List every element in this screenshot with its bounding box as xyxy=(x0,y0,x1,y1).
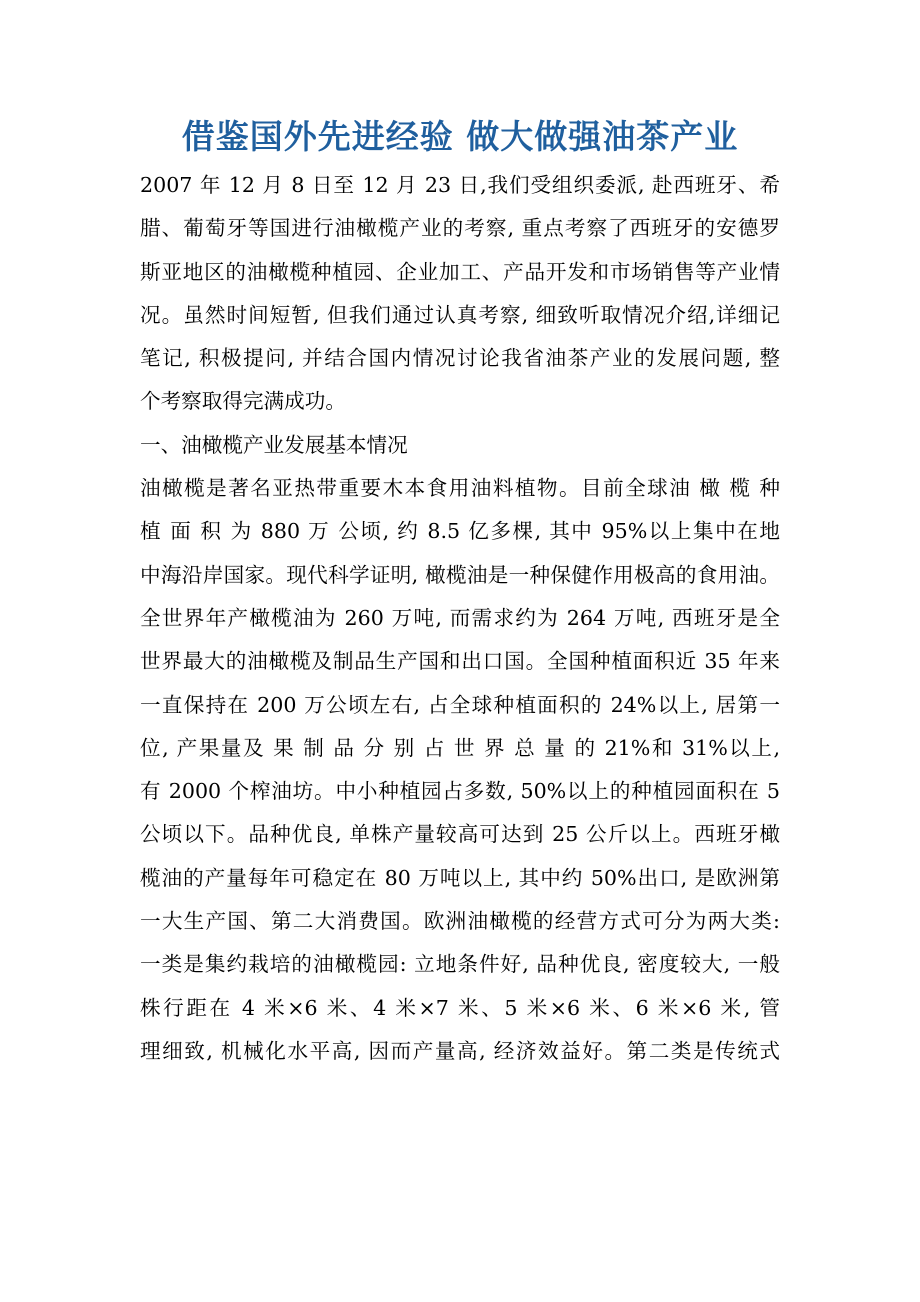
intro-line-6: 个考察取得完满成功。 xyxy=(140,389,346,414)
section-heading: 一、油橄榄产业发展基本情况 xyxy=(140,432,408,457)
section-line-1: 油橄榄是著名亚热带重要木本食用油料植物。目前全球油 橄 榄 种 xyxy=(140,476,780,501)
section-line-14: 理细致, 机械化水平高, 因而产量高, 经济效益好。第二类是传统式 xyxy=(140,1038,780,1063)
document-body xyxy=(140,164,780,1073)
intro-line-3: 斯亚地区的油橄榄种植园、企业加工、产品开发和市场销售等产业情 xyxy=(140,259,780,284)
intro-paragraph xyxy=(140,164,780,424)
section-line-8: 有 2000 个榨油坊。中小种植园占多数, 50%以上的种植园面积在 5 xyxy=(140,779,780,804)
section-line-4: 全世界年产橄榄油为 260 万吨, 而需求约为 264 万吨, 西班牙是全 xyxy=(140,605,780,630)
section-line-11: 一大生产国、第二大消费国。欧洲油橄榄的经营方式可分为两大类: xyxy=(140,909,780,934)
section-paragraph xyxy=(140,467,780,1073)
section-line-7: 位, 产果量及 果 制 品 分 别 占 世 界 总 量 的 21%和 31%以上, xyxy=(140,735,780,760)
intro-line-1: 2007 年 12 月 8 日至 12 月 23 日,我们受组织委派, 赴西班牙、希 xyxy=(140,173,780,197)
section-line-6: 一直保持在 200 万公顷左右, 占全球种植面积的 24%以上, 居第一 xyxy=(140,692,780,717)
intro-line-5: 笔记, 积极提问, 并结合国内情况讨论我省油茶产业的发展问题, 整 xyxy=(140,346,780,371)
section-line-10: 榄油的产量每年可稳定在 80 万吨以上, 其中约 50%出口, 是欧洲第 xyxy=(140,865,780,890)
section-line-13: 株行距在 4 米×6 米、4 米×7 米、5 米×6 米、6 米×6 米, 管 xyxy=(140,995,780,1020)
section-line-9: 公顷以下。品种优良, 单株产量较高可达到 25 公斤以上。西班牙橄 xyxy=(140,822,780,847)
section-line-2: 植 面 积 为 880 万 公顷, 约 8.5 亿多棵, 其中 95%以上集中在地 xyxy=(140,519,780,544)
section-line-5: 世界最大的油橄榄及制品生产国和出口国。全国种植面积近 35 年来 xyxy=(140,649,780,674)
document-title: 借鉴国外先进经验 做大做强油茶产业 xyxy=(181,117,739,156)
intro-line-4: 况。虽然时间短暂, 但我们通过认真考察, 细致听取情况介绍,详细记 xyxy=(140,302,780,327)
intro-line-2: 腊、葡萄牙等国进行油橄榄产业的考察, 重点考察了西班牙的安德罗 xyxy=(140,216,780,241)
section-line-3: 中海沿岸国家。现代科学证明, 橄榄油是一种保健作用极高的食用油。 xyxy=(140,562,780,587)
section-line-12: 一类是集约栽培的油橄榄园: 立地条件好, 品种优良, 密度较大, 一般 xyxy=(140,952,780,977)
